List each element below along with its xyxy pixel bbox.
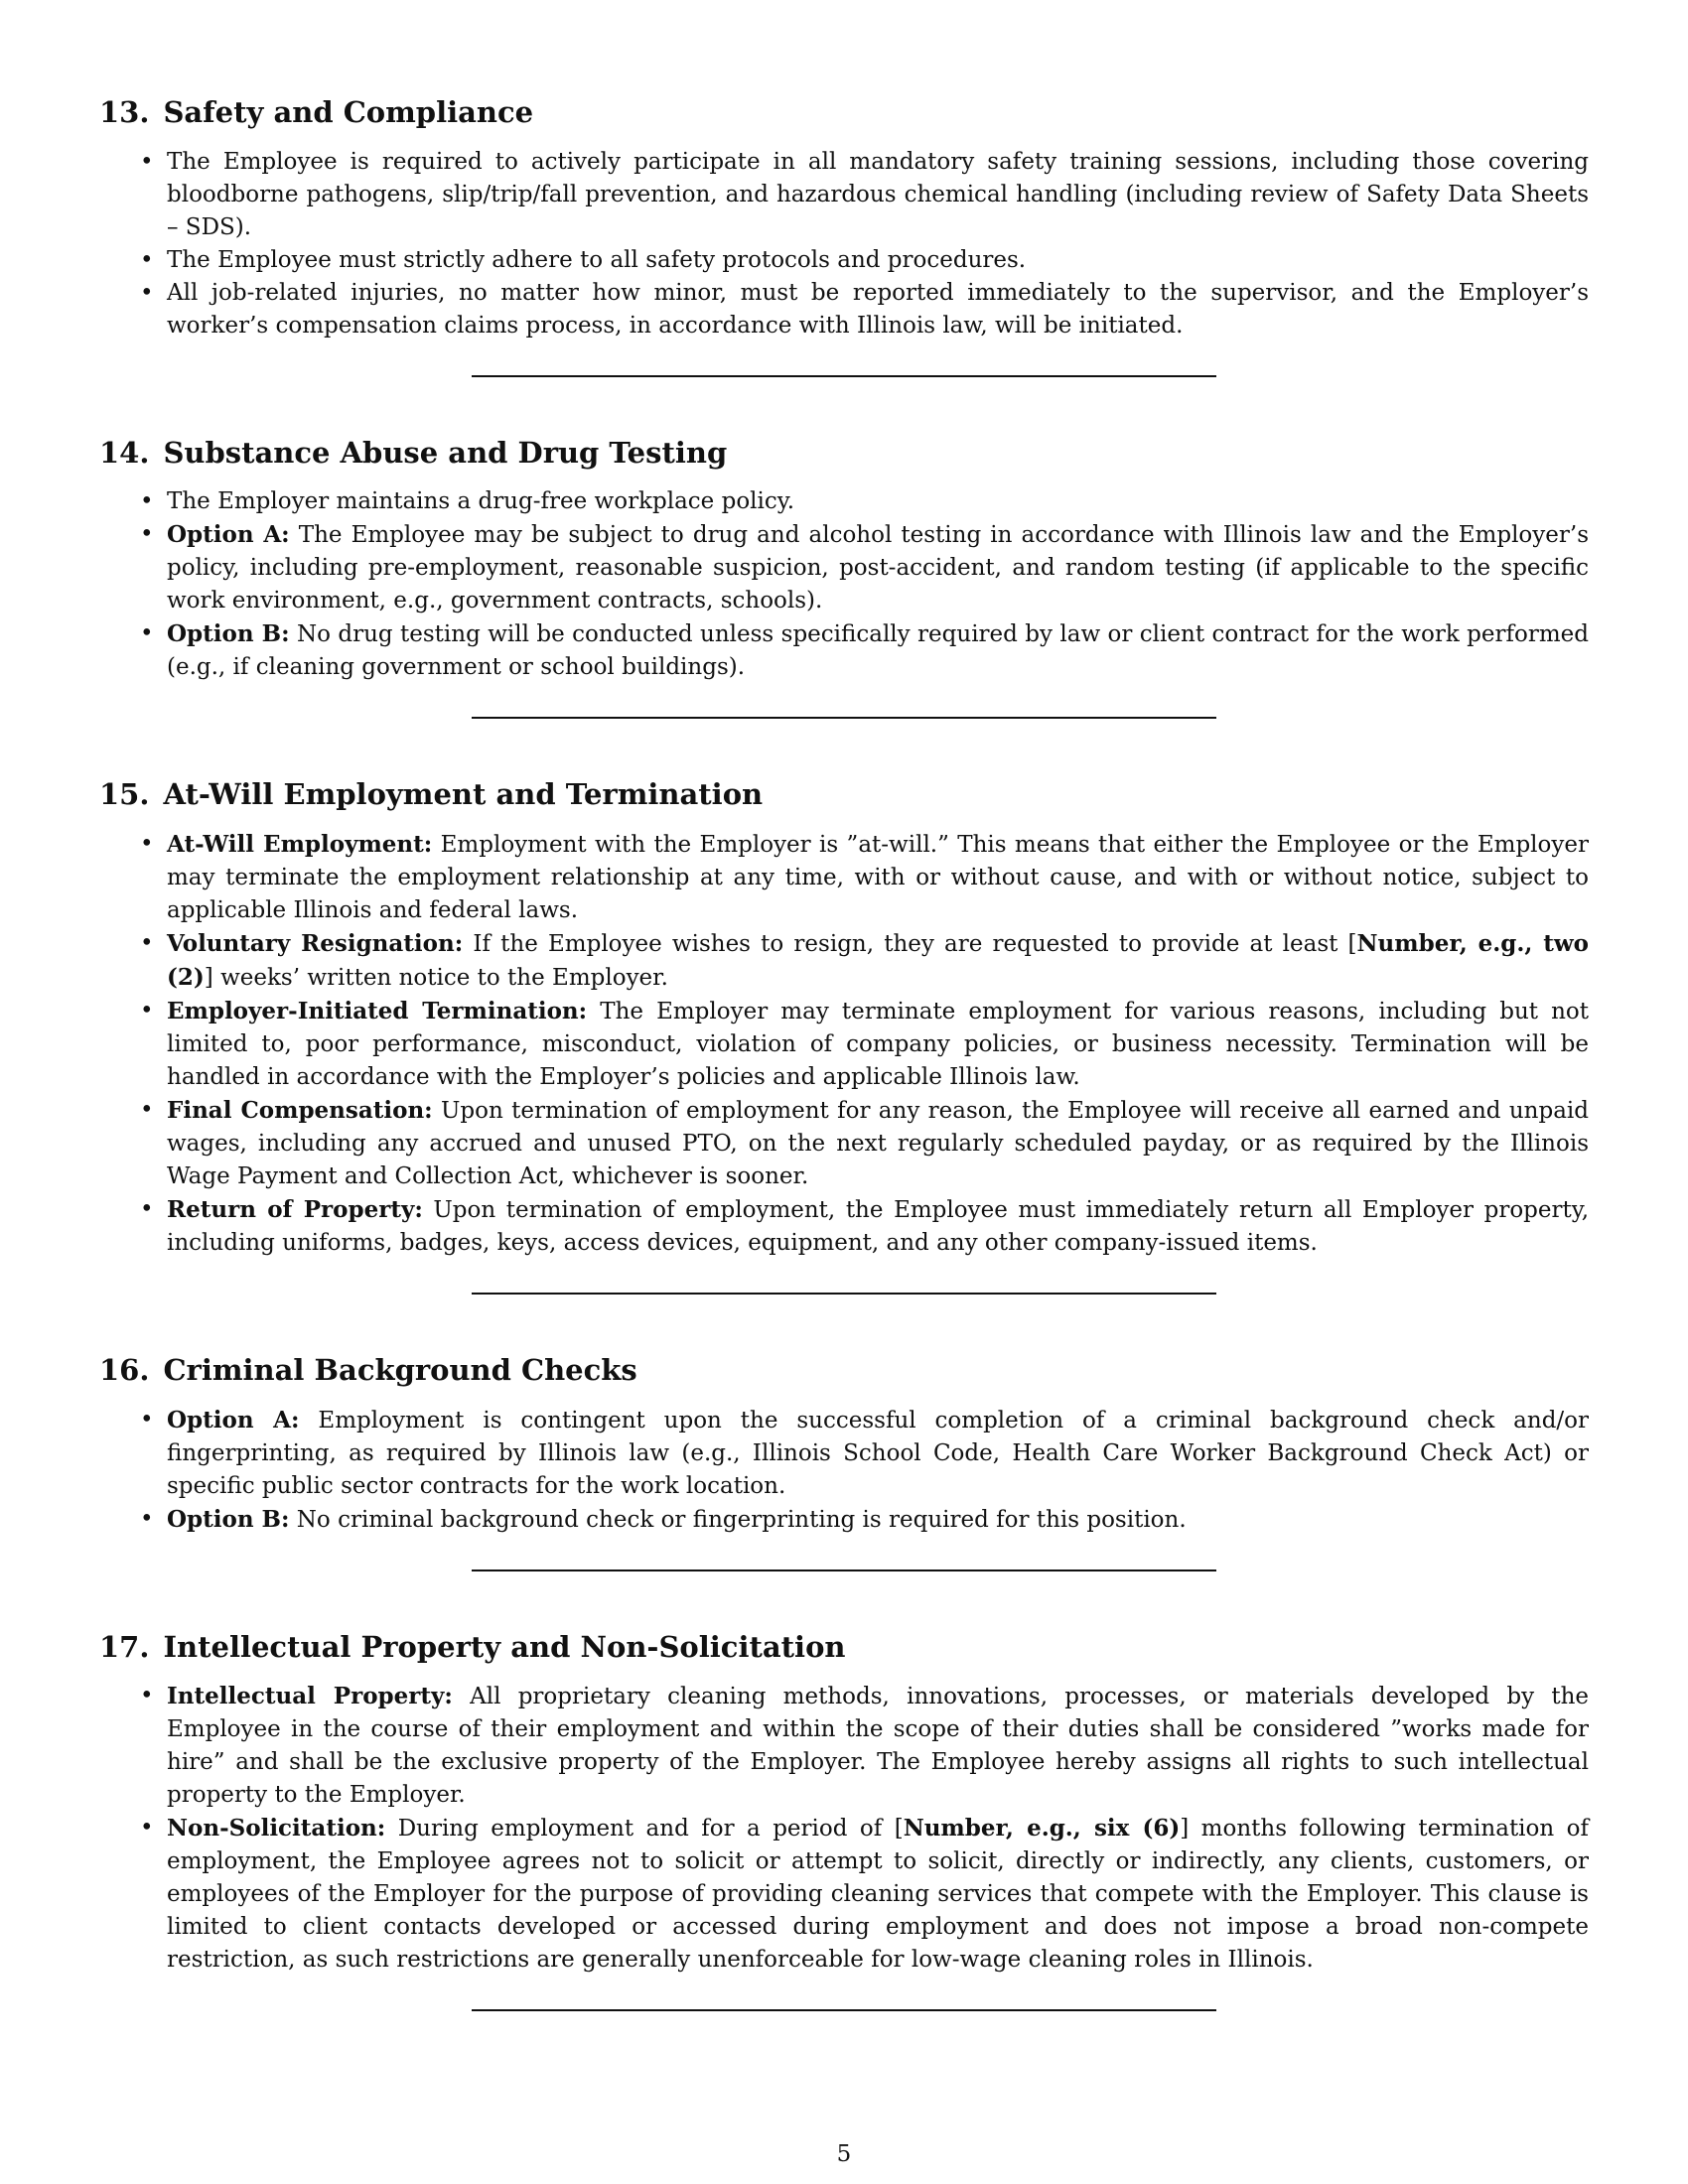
section-divider [472,375,1216,377]
section-number: 17. [99,1629,150,1664]
section-title: Safety and Compliance [163,95,534,129]
list-item [99,927,1589,995]
section-title: Criminal Background Checks [163,1353,637,1388]
section-15 [99,776,1589,1295]
item-label: Return of Property: [167,1196,423,1224]
list-item [99,1193,1589,1260]
list-item [99,518,1589,617]
list-item [99,1094,1589,1193]
list-item [99,995,1589,1094]
list-item [99,828,1589,927]
item-text: ] months following termination of employment, the Employee agrees not to solicit or attempt to solicit, directly or indirectly, any clients, customers, or employees of the Employer for the purpose of providing cleaning services that compete with the Employer. This clause is limited to client contacts developed or accessed during employment and does not impose a broad non-compete restriction, as such restrictions are generally unenforceable for low-wage cleaning roles in Illinois. [167,1816,1590,1974]
item-label: Employer-Initiated Termination: [167,998,588,1025]
item-text: Upon termination of employment, the Employee must immediately return all Employer property, including uniforms, badges, keys, access devices, equipment, and any other company-issued items. [167,1197,1590,1257]
section-17 [99,1629,1589,2012]
item-text: All proprietary cleaning methods, innovations, processes, or materials developed by the Employee in the course of their employment and within the scope of their duties shall be considered ”works made for hire” and shall be the exclusive property of the Employer. The Employee hereby assigns all rights to such intellectual property to the Employer. [167,1684,1589,1809]
section-heading [99,435,1589,473]
section-divider [472,1570,1216,1571]
item-text: Employment with the Employer is ”at-will.” This means that either the Employee or the Employer may terminate the employment relationship at any time, with or without cause, and with or without notice, subject to applicable Illinois and federal laws. [167,832,1589,924]
section-number: 16. [99,1353,150,1388]
item-text: The Employee may be subject to drug and alcohol testing in accordance with Illinois law and the Employer’s policy, including pre-employment, reasonable suspicion, post-accident, and random testing (if applicable to the specific work environment, e.g., government contracts, schools). [167,522,1589,614]
item-label: Option B: [167,1505,290,1533]
item-text: No criminal background check or fingerprinting is required for this position. [296,1506,1187,1533]
item-label: Final Compensation: [167,1097,433,1125]
section-title: At-Will Employment and Termination [163,777,764,812]
item-text: The Employee is required to actively participate in all mandatory safety training sessions, including those covering bloodborne pathogens, slip/trip/fall prevention, and hazardous chemical handling (including review of Safety Data Sheets – SDS). [167,148,1589,240]
item-text: During employment and for a period of [ [397,1816,904,1843]
section-divider [472,2009,1216,2011]
placeholder-text: Number, e.g., six (6) [903,1815,1181,1843]
section-13 [99,94,1589,377]
bullet-list [99,828,1589,1260]
bullet-list [99,485,1589,684]
item-label: Option A: [167,521,290,549]
list-item [99,1680,1589,1812]
item-text: ] weeks’ written notice to the Employer. [204,965,668,992]
list-item [99,617,1589,684]
section-title: Intellectual Property and Non-Solicitation [163,1629,846,1664]
section-number: 15. [99,777,150,812]
list-item [99,1503,1589,1537]
item-text: If the Employee wishes to resign, they are requested to provide at least [ [473,931,1357,958]
section-divider [472,1293,1216,1295]
item-text: The Employee must strictly adhere to all safety protocols and procedures. [167,246,1027,273]
section-14 [99,435,1589,720]
section-heading [99,94,1589,132]
item-label: Non-Solicitation: [167,1815,386,1843]
section-heading [99,1629,1589,1667]
item-text: All job-related injuries, no matter how minor, must be reported immediately to the supervisor, and the Employer’s worker’s compensation claims process, in accordance with Illinois law, will be initiated. [167,279,1589,339]
item-label: Voluntary Resignation: [167,930,464,958]
document-page [99,94,1589,2069]
item-text: The Employer maintains a drug-free workplace policy. [167,488,795,515]
list-item [99,485,1589,518]
item-text: Upon termination of employment for any reason, the Employee will receive all earned and unpaid wages, including any accrued and unused PTO, on the next regularly scheduled payday, or as required by the Illinois Wage Payment and Collection Act, whichever is sooner. [167,1098,1589,1190]
item-text: No drug testing will be conducted unless specifically required by law or client contract for the work performed (e.g., if cleaning government or school buildings). [167,621,1589,681]
placeholder-text: Number, e.g., two (2) [167,930,1590,992]
item-label: At-Will Employment: [167,831,433,859]
section-divider [472,717,1216,719]
section-title: Substance Abuse and Drug Testing [163,435,728,470]
item-label: Option B: [167,620,290,648]
list-item [99,146,1589,244]
list-item [99,277,1589,342]
item-label: Option A: [167,1406,300,1433]
bullet-list [99,1404,1589,1537]
page-number: 5 [836,2141,852,2167]
section-heading [99,776,1589,814]
section-number: 13. [99,95,150,129]
section-number: 14. [99,435,150,470]
bullet-list [99,146,1589,342]
item-text: Employment is contingent upon the successful completion of a criminal background check and/or fingerprinting, as required by Illinois law (e.g., Illinois School Code, Health Care Worker Background Check Act) or specific public sector contracts for the work location. [167,1407,1590,1499]
item-text: The Employer may terminate employment for various reasons, including but not limited to, poor performance, misconduct, violation of company policies, or business necessity. Termination will be handled in accordance with the Employer’s policies and applicable Illinois law. [167,999,1590,1091]
list-item [99,1404,1589,1503]
section-16 [99,1352,1589,1571]
section-heading [99,1352,1589,1390]
list-item [99,1812,1589,1977]
bullet-list [99,1680,1589,1977]
item-label: Intellectual Property: [167,1683,453,1710]
list-item [99,244,1589,277]
